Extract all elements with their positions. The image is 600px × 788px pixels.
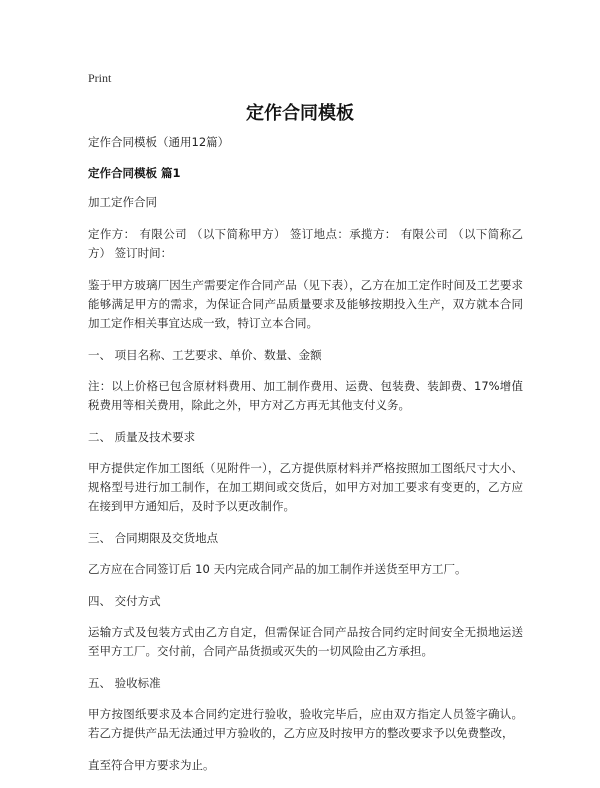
clause-heading-2: 二、 质量及技术要求	[88, 430, 196, 444]
paragraph-acceptance-end: 直至符合甲方要求为止。	[88, 758, 215, 772]
paragraph-contract-name: 加工定作合同	[88, 195, 157, 209]
document-title: 定作合同模板	[246, 103, 354, 124]
paragraph-delivery-method: 运输方式及包装方式由乙方自定，但需保证合同产品按合同约定时间安全无损地运送至甲方工厂。交付前，合同产品货损或灭失的一切风险由乙方承担。	[88, 625, 523, 658]
paragraph-parties: 定作方： 有限公司 （以下简称甲方） 签订地点：承揽方： 有限公司 （以下简称乙方） 签订时间：	[88, 227, 523, 260]
paragraph-delivery-term: 乙方应在合同签订后 10 天内完成合同产品的加工制作并送货至甲方工厂。	[88, 562, 467, 576]
paragraph-price-note: 注：以上价格已包含原材料费用、加工制作费用、运费、包装费、装卸费、17%增值税费用等相关费用，除此之外，甲方对乙方再无其他支付义务。	[88, 379, 523, 412]
paragraph-preamble: 鉴于甲方玻璃厂因生产需要定作合同产品（见下表），乙方在加工定作时间及工艺要求能够满足甲方的需求，为保证合同产品质量要求及能够按期投入生产，双方就本合同加工定作相关事宜达成一致，特订立本合同。	[88, 278, 523, 330]
paragraph-acceptance: 甲方按图纸要求及本合同约定进行验收，验收完毕后，应由双方指定人员签字确认。若乙方提供产品无法通过甲方验收的，乙方应及时按甲方的整改要求予以免费整改，	[88, 707, 523, 740]
clause-heading-1: 一、 项目名称、工艺要求、单价、数量、金额	[88, 348, 322, 362]
print-link[interactable]: Print	[88, 71, 112, 85]
clause-heading-5: 五、 验收标准	[88, 676, 161, 690]
clause-heading-4: 四、 交付方式	[88, 594, 161, 608]
clause-heading-3: 三、 合同期限及交货地点	[88, 531, 219, 545]
document-body	[88, 133, 523, 788]
section-heading: 定作合同模板 篇1	[88, 166, 181, 180]
paragraph-quality: 甲方提供定作加工图纸（见附件一），乙方提供原材料并严格按照加工图纸尺寸大小、规格型号进行加工制作，在加工期间或交货后，如甲方对加工要求有变更的，乙方应在接到甲方通知后，及时予以更改制作。	[88, 461, 523, 513]
document-subtitle: 定作合同模板（通用12篇）	[88, 135, 230, 149]
